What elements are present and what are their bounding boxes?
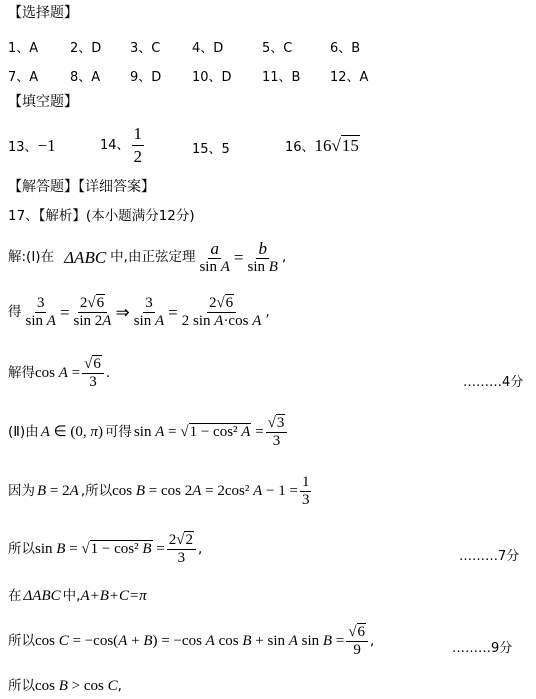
answer-16-coef: 16 [314, 136, 332, 155]
text: 在 [8, 587, 22, 604]
text: 得 [8, 303, 22, 320]
q17-line-1: 解:(Ⅰ)在 ΔABC 中,由正弦定理 $\frac{a}{\text{sin A}}$ = $\frac{b}{\text{sin B}}$ , [8, 239, 287, 275]
q17-line-5: 因为 B = 2A ,所以 cos B = cos 2A = 2cos² A − 1 = $\frac{1}{3}$ [8, 474, 310, 508]
q17-line-7 [8, 589, 147, 604]
score-4: ………4分 [463, 375, 524, 390]
text: 解得 [8, 364, 35, 381]
section-fill-heading: 【填空题】 [8, 94, 78, 110]
answer-5: 5、C [262, 41, 293, 56]
answer-16-label: 16、 [285, 140, 315, 155]
answer-13-value: −1 [37, 136, 56, 155]
answer-12: 12、A [330, 70, 369, 85]
text: 所以 [8, 677, 35, 694]
fraction-denominator: 2 [133, 147, 143, 166]
q17-line-4: (Ⅱ)由 A ∈ (0, π) 可得 sin A = √1 − cos² A = $\frac{√3}{3}$ [8, 416, 289, 449]
text: 可得 [104, 423, 132, 440]
fraction-numerator: 1 [132, 124, 145, 146]
text: 所以 [8, 632, 35, 649]
answer-4: 4、D [192, 41, 224, 56]
math-frac: $\frac{a}{\text{sin A}}$ [199, 239, 230, 275]
q17-line-6: 所以 sin B = √1 − cos² B = $\frac{2√2}{3}$ , [8, 532, 203, 566]
answer-16-value: 16√15 [314, 136, 359, 155]
score-7: ………7分 [459, 549, 520, 564]
math-frac: $\frac{b}{\text{sin B}}$ [247, 239, 278, 275]
text: 中,由正弦定理 [110, 248, 196, 265]
answer-6: 6、B [330, 41, 361, 56]
math-angle-sum: A+B+C=π [80, 588, 147, 604]
answer-16 [285, 136, 360, 156]
q17-title: 17、【解析】(本小题满分12分) [8, 208, 195, 224]
answer-8: 8、A [70, 70, 101, 85]
answer-7: 7、A [8, 70, 39, 85]
q17-line-3: 解得 cos A = $\frac{√6}{3}$ . [8, 356, 111, 390]
text: 所以 [8, 540, 35, 557]
text: ,所以 [80, 482, 113, 499]
answer-3: 3、C [130, 41, 161, 56]
text: (Ⅱ)由 [8, 423, 39, 440]
answer-13-label: 13、 [8, 140, 38, 155]
math-triangle: ΔABC [23, 588, 61, 604]
section-solve-heading: 【解答题】【详细答案】 [8, 179, 155, 195]
text: 中, [62, 587, 81, 604]
answer-16-radicand: 15 [341, 136, 359, 155]
text: 解:(Ⅰ)在 [8, 248, 55, 265]
answer-11: 11、B [262, 70, 301, 85]
q17-line-8: 所以 cos C = −cos(A + B) = −cos A cos B + sin A sin B = $\frac{√6}{9}$ , [8, 624, 375, 658]
answer-14-fraction [132, 124, 145, 167]
text: 因为 [8, 482, 35, 499]
q17-line-2: 得 $\frac{3}{\text{sin A}}$ = $\frac{2√6}{\sin 2A}$ ⇒ $\frac{3}{\text{sin A}}$ = $\frac{2√6}{\text{2 sin A·cos A}}$ , [8, 295, 270, 329]
answer-13 [8, 136, 56, 156]
q17-line-9: 所以 cos B > cos C , [8, 677, 122, 694]
answer-10: 10、D [192, 70, 232, 85]
score-9: ………9分 [452, 641, 513, 656]
answer-1: 1、A [8, 41, 39, 56]
answer-14-label: 14、 [100, 138, 130, 153]
section-choice-heading: 【选择题】 [8, 5, 78, 21]
answer-15: 15、5 [192, 142, 230, 157]
answer-2: 2、D [70, 41, 102, 56]
answer-9: 9、D [130, 70, 162, 85]
answer-14 [100, 124, 146, 167]
math-triangle: ΔABC [64, 248, 107, 267]
